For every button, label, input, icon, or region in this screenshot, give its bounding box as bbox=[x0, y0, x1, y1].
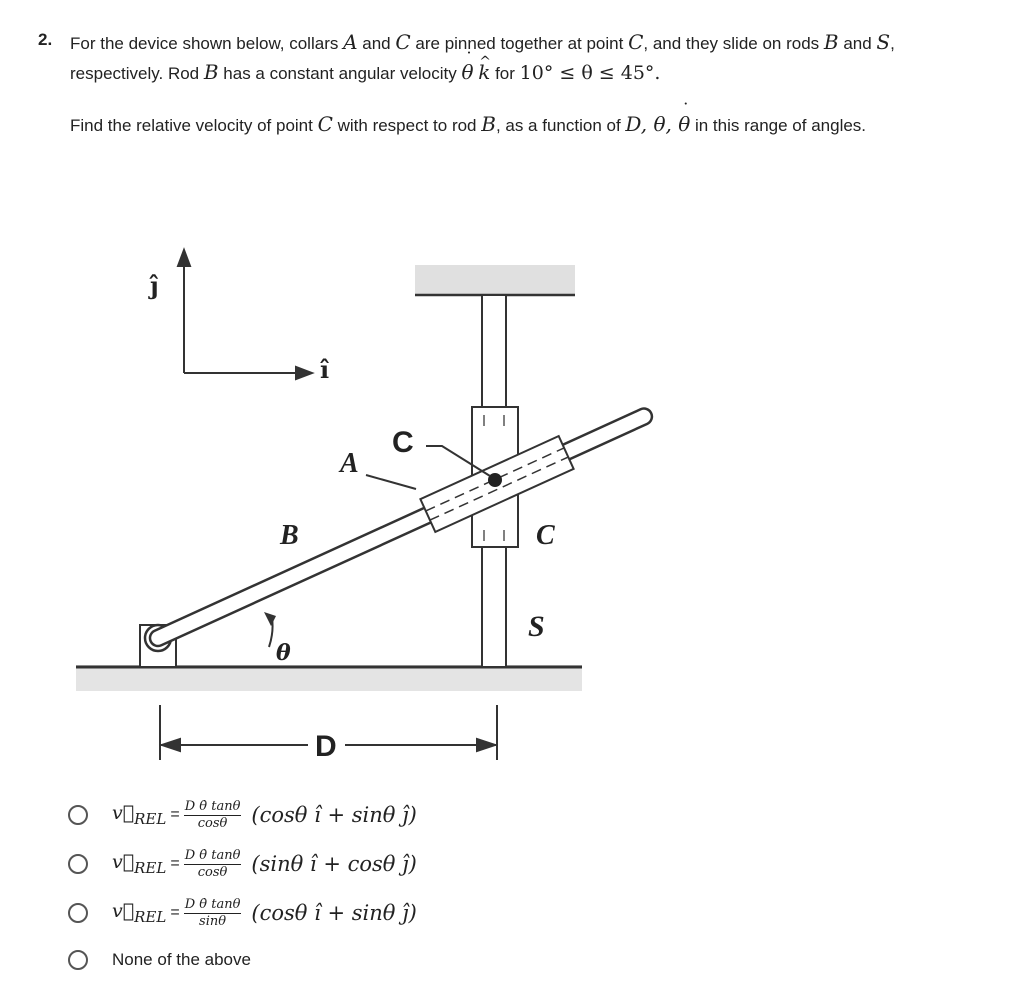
theta-arc-arrow bbox=[264, 612, 276, 626]
fraction: $\frac{\text{D θ̇ tanθ}}{\cos\theta}$ bbox=[184, 798, 241, 831]
answer-option-4[interactable] bbox=[68, 942, 251, 978]
radio-button[interactable] bbox=[68, 805, 88, 825]
option-label: None of the above bbox=[112, 950, 251, 969]
label-a: A bbox=[340, 448, 359, 479]
question-number: 2. bbox=[38, 30, 53, 49]
ground bbox=[76, 665, 582, 691]
label-c-pin: C bbox=[392, 426, 414, 459]
axes bbox=[178, 250, 312, 379]
answer-option-3[interactable]: $v⃗_{REL}$ = $\frac{\text{D θ̇ tanθ}}{\sin\theta}$ (cosθ î + sinθ ĵ) bbox=[68, 895, 417, 931]
question-text: For the device shown below, collars A and C are pinned together at point C, and they slide on rods B and S, respectively. Rod B has a constant angular velocity ˙ θ ^ k for 10° ≤ θ ≤ 45°. bbox=[70, 28, 1010, 88]
label-d: D bbox=[315, 730, 337, 763]
v-rel-label: $v⃗_{REL}$ bbox=[112, 900, 167, 926]
label-s: S bbox=[528, 610, 545, 643]
v-rel-label: $v⃗_{REL}$ bbox=[112, 851, 167, 877]
direction-expression: (cosθ î + sinθ ĵ) bbox=[251, 803, 417, 827]
radio-button[interactable] bbox=[68, 903, 88, 923]
label-theta: θ bbox=[276, 640, 291, 666]
direction-expression: (sinθ î + cosθ ĵ) bbox=[251, 852, 417, 876]
mechanism-diagram bbox=[70, 240, 710, 780]
radio-button[interactable] bbox=[68, 950, 88, 970]
j-axis-label: ĵ bbox=[150, 271, 159, 300]
radio-button[interactable] bbox=[68, 854, 88, 874]
fraction: $\frac{\text{D θ̇ tanθ}}{\sin\theta}$ bbox=[184, 896, 241, 929]
answer-option-1[interactable]: $v⃗_{REL}$ = $\frac{\text{D θ̇ tanθ}}{\cos\theta}$ (cosθ î + sinθ ĵ) bbox=[68, 797, 417, 833]
label-b: B bbox=[280, 520, 299, 551]
fraction: $\frac{\text{D θ̇ tanθ}}{\cos\theta}$ bbox=[184, 847, 241, 880]
find-instruction: Find the relative velocity of point C with respect to rod B, as a function of D, θ, ˙ θ in this range of angles. bbox=[70, 110, 1010, 140]
answer-option-2[interactable]: $v⃗_{REL}$ = $\frac{\text{D θ̇ tanθ}}{\cos\theta}$ (sinθ î + cosθ ĵ) bbox=[68, 846, 417, 882]
leader-a bbox=[366, 475, 416, 489]
label-c-collar: C bbox=[536, 520, 555, 551]
top-support bbox=[415, 265, 575, 295]
i-axis-label: î bbox=[320, 355, 330, 384]
v-rel-label: $v⃗_{REL}$ bbox=[112, 802, 167, 828]
direction-expression: (cosθ î + sinθ ĵ) bbox=[251, 901, 417, 925]
